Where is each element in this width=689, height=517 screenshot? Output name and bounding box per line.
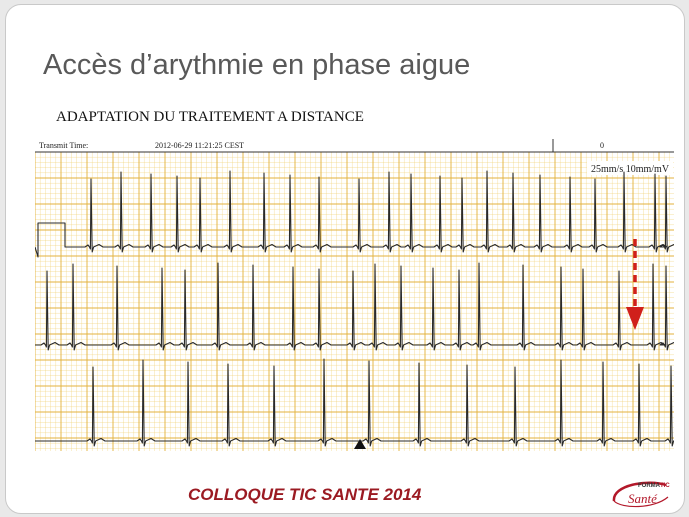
ecg-svg: [35, 139, 674, 464]
formatic-sante-logo: [608, 475, 674, 511]
slide-subtitle: ADAPTATION DU TRAITEMENT A DISTANCE: [56, 109, 364, 125]
logo-line2: TIC: [660, 483, 670, 489]
swoosh-logo-icon: [608, 475, 674, 511]
ecg-header-bg: [35, 139, 674, 152]
ecg-header-right: 0: [600, 141, 604, 150]
logo-line1: FORMA: [638, 483, 660, 489]
ecg-strip: [35, 139, 674, 464]
slide: [5, 4, 685, 514]
ecg-header-value: 2012-06-29 11:21:25 CEST: [155, 141, 245, 150]
slide-title: Accès d’arythmie en phase aigue: [43, 49, 471, 81]
footer-text: COLLOQUE TIC SANTE 2014: [188, 485, 422, 504]
ecg-header-label: Transmit Time:: [39, 141, 89, 150]
ecg-scale-label: 25mm/s 10mm/mV: [591, 164, 670, 175]
ecg-grid: [35, 139, 674, 464]
logo-line3: Santé: [628, 491, 657, 506]
